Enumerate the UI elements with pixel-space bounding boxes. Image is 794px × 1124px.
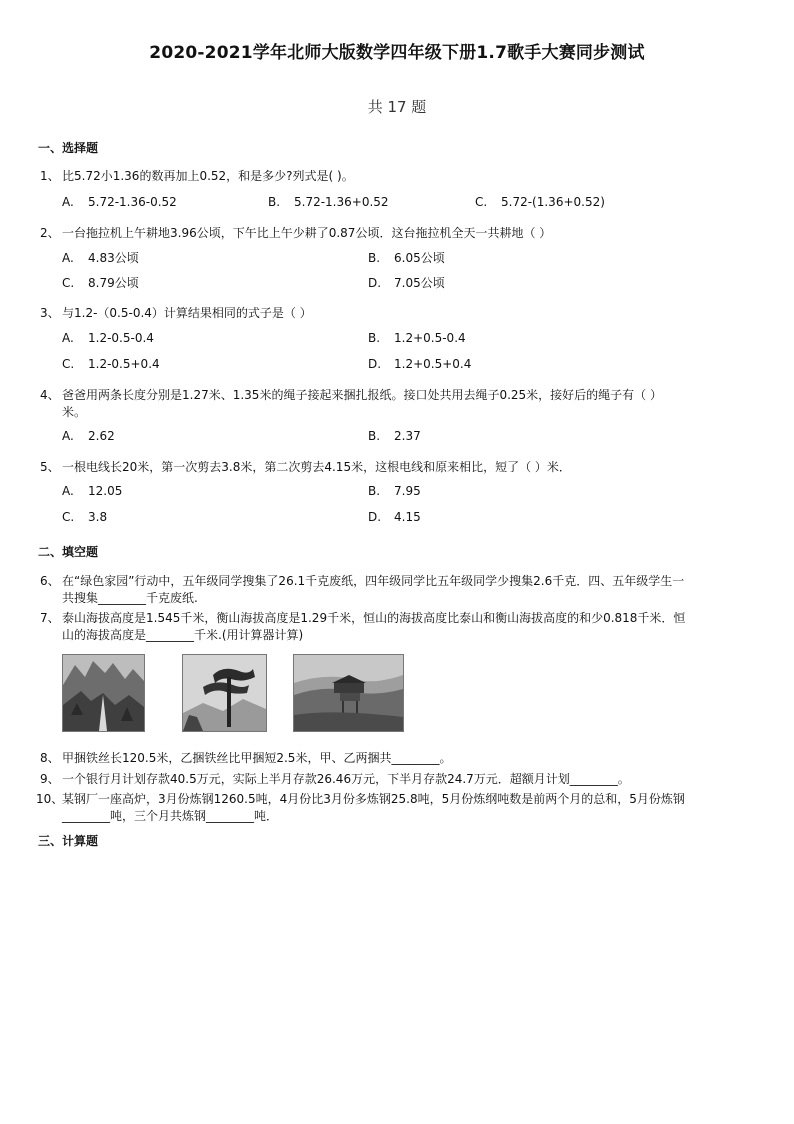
option-letter: C. xyxy=(62,510,75,524)
hanging-temple-photo-icon xyxy=(293,654,404,732)
option-a[interactable] xyxy=(62,329,154,347)
option-d[interactable] xyxy=(368,355,471,373)
question-text: 比5.72小1.36的数再加上0.52，和是多少?列式是( )。 xyxy=(62,169,354,183)
question-text-line2: 米。 xyxy=(62,405,87,419)
question-number: 6、 xyxy=(40,574,60,588)
option-letter: C. xyxy=(62,357,75,371)
question-number: 3、 xyxy=(40,306,60,320)
question-6-continuation xyxy=(62,589,742,607)
question-number: 8、 xyxy=(40,751,60,765)
question-6 xyxy=(40,572,730,590)
option-letter: A. xyxy=(62,251,74,265)
question-4 xyxy=(40,386,720,404)
option-c[interactable] xyxy=(475,193,605,211)
question-text: 一个银行月计划存款40.5万元，实际上半月存款26.46万元，下半月存款24.7万元．超额月计划________。 xyxy=(62,772,630,786)
question-text-line2: ________吨，三个月共炼钢________吨． xyxy=(62,809,279,823)
option-text: 8.79公顷 xyxy=(88,276,139,290)
option-c[interactable] xyxy=(62,274,139,292)
question-number: 5、 xyxy=(40,460,60,474)
option-text: 7.95 xyxy=(394,484,421,498)
section-heading-choice: 一、选择题 xyxy=(38,141,99,155)
option-text: 4.83公顷 xyxy=(88,251,139,265)
option-letter: B. xyxy=(368,429,381,443)
question-7-continuation xyxy=(62,626,742,644)
option-text: 4.15 xyxy=(394,510,421,524)
question-number: 1、 xyxy=(40,169,60,183)
question-number: 7、 xyxy=(40,611,60,625)
question-number: 2、 xyxy=(40,226,60,240)
option-a[interactable] xyxy=(62,427,115,445)
option-c[interactable] xyxy=(62,355,160,373)
option-text: 12.05 xyxy=(88,484,123,498)
question-text-line1: 泰山海拔高度是1.545千米，衡山海拔高度是1.29千米，恒山的海拔高度比泰山和衡山海拔高度的和少0.818千米．恒 xyxy=(62,611,686,625)
option-a[interactable] xyxy=(62,249,139,267)
option-text: 1.2-0.5-0.4 xyxy=(88,331,154,345)
question-text: 一台拖拉机上午耕地3.96公顷，下午比上午少耕了0.87公顷．这台拖拉机全天一共耕地（ ） xyxy=(62,226,552,240)
option-letter: B. xyxy=(268,195,281,209)
mountain-photo-icon xyxy=(62,654,145,732)
question-text: 甲捆铁丝长120.5米，乙捆铁丝比甲捆短2.5米，甲、乙两捆共________。 xyxy=(62,751,452,765)
option-letter: D. xyxy=(368,510,382,524)
question-text-line1: 爸爸用两条长度分别是1.27米、1.35米的绳子接起来捆扎报纸。接口处共用去绳子0.25米，接好后的绳子有（ ） xyxy=(62,388,662,402)
question-text-line2: 山的海拔高度是________千米.(用计算器计算) xyxy=(62,628,304,642)
option-text: 2.62 xyxy=(88,429,115,443)
option-d[interactable] xyxy=(368,508,421,526)
option-b[interactable] xyxy=(268,193,389,211)
option-a[interactable] xyxy=(62,482,122,500)
option-letter: D. xyxy=(368,276,382,290)
question-5 xyxy=(40,458,720,476)
option-text: 1.2+0.5+0.4 xyxy=(394,357,472,371)
question-8 xyxy=(40,749,720,767)
page-title: 2020-2021学年北师大版数学四年级下册1.7歌手大赛同步测试 xyxy=(149,43,645,63)
question-text-line1: 某钢厂一座高炉，3月份炼钢1260.5吨，4月份比3月份多炼钢25.8吨，5月份炼纲吨数是前两个月的总和，5月份炼钢 xyxy=(62,792,685,806)
option-letter: A. xyxy=(62,484,74,498)
question-text-line1: 在“绿色家园”行动中，五年级同学搜集了26.1千克废纸，四年级同学比五年级同学少搜集2.6千克．四、五年级学生一 xyxy=(62,574,685,588)
question-text: 与1.2-（0.5-0.4）计算结果相同的式子是（ ） xyxy=(62,306,312,320)
option-letter: A. xyxy=(62,429,74,443)
option-a[interactable] xyxy=(62,193,177,211)
option-letter: C. xyxy=(62,276,75,290)
option-text: 1.2+0.5-0.4 xyxy=(394,331,466,345)
question-text-line2: 共搜集________千克废纸. xyxy=(62,591,198,605)
option-letter: B. xyxy=(368,484,381,498)
option-text: 5.72-(1.36+0.52) xyxy=(501,195,605,209)
option-letter: C. xyxy=(475,195,488,209)
question-2 xyxy=(40,224,720,242)
question-1 xyxy=(40,167,720,185)
option-b[interactable] xyxy=(368,329,466,347)
section-heading-fill-blank: 二、填空题 xyxy=(38,545,99,559)
pine-tree-photo-icon xyxy=(182,654,267,732)
option-b[interactable] xyxy=(368,482,421,500)
option-letter: B. xyxy=(368,251,381,265)
question-text: 一根电线长20米，第一次剪去3.8米，第二次剪去4.15米，这根电线和原来相比，短了（ ）米． xyxy=(62,460,571,474)
option-text: 3.8 xyxy=(88,510,108,524)
question-4-continuation xyxy=(62,403,742,421)
question-number: 10、 xyxy=(36,792,64,806)
option-letter: B. xyxy=(368,331,381,345)
question-count: 共 17 题 xyxy=(367,98,427,116)
option-letter: A. xyxy=(62,331,74,345)
question-7 xyxy=(40,609,730,627)
option-text: 7.05公顷 xyxy=(394,276,445,290)
option-d[interactable] xyxy=(368,274,445,292)
option-letter: D. xyxy=(368,357,382,371)
option-c[interactable] xyxy=(62,508,107,526)
option-text: 5.72-1.36-0.52 xyxy=(88,195,177,209)
question-number: 4、 xyxy=(40,388,60,402)
option-text: 5.72-1.36+0.52 xyxy=(294,195,389,209)
question-10 xyxy=(36,790,730,808)
option-letter: A. xyxy=(62,195,74,209)
question-9 xyxy=(40,770,720,788)
option-text: 1.2-0.5+0.4 xyxy=(88,357,160,371)
option-b[interactable] xyxy=(368,427,421,445)
question-number: 9、 xyxy=(40,772,60,786)
question-3 xyxy=(40,304,720,322)
option-text: 2.37 xyxy=(394,429,421,443)
option-b[interactable] xyxy=(368,249,445,267)
option-text: 6.05公顷 xyxy=(394,251,445,265)
section-heading-calculation: 三、计算题 xyxy=(38,834,99,848)
question-10-continuation xyxy=(62,807,742,825)
